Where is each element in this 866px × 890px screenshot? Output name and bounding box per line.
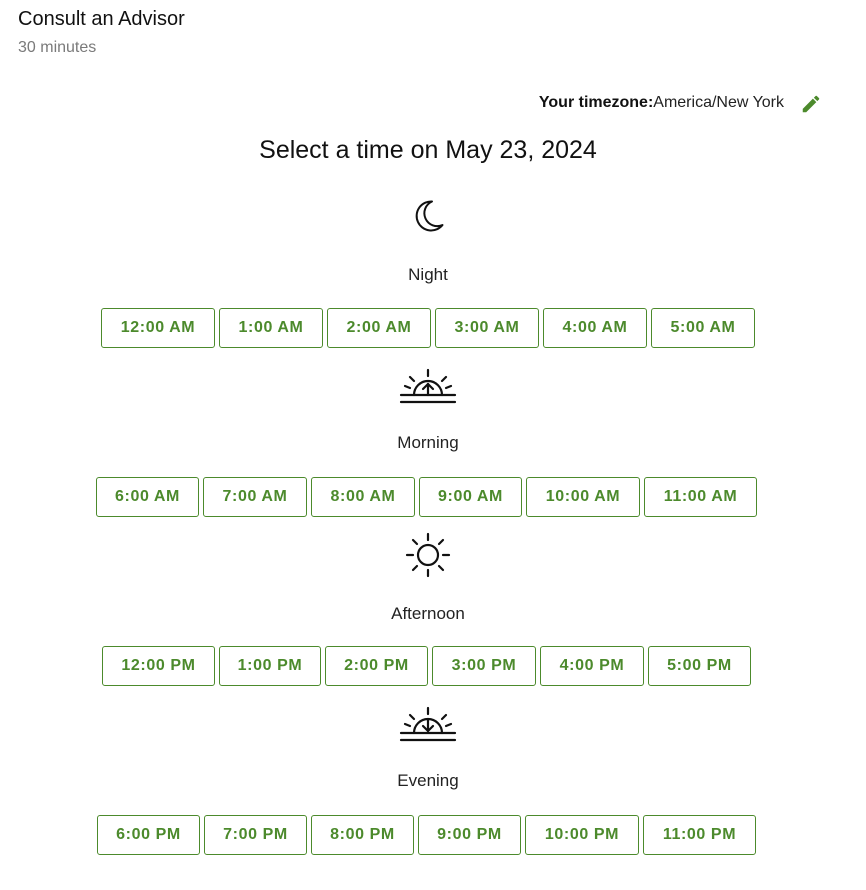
time-slot[interactable]: 9:00 PM	[418, 815, 521, 855]
timezone-display	[539, 92, 784, 114]
slots-night	[101, 308, 755, 348]
time-slot[interactable]: 7:00 AM	[203, 477, 307, 517]
time-slot[interactable]: 10:00 PM	[525, 815, 639, 855]
pencil-icon	[800, 93, 822, 115]
time-slot[interactable]: 3:00 AM	[435, 308, 539, 348]
slots-afternoon	[102, 646, 751, 686]
time-slot[interactable]: 1:00 AM	[219, 308, 323, 348]
time-slot[interactable]: 8:00 AM	[311, 477, 415, 517]
time-slot[interactable]: 10:00 AM	[526, 477, 640, 517]
time-slot[interactable]: 8:00 PM	[311, 815, 414, 855]
date-heading: Select a time on May 23, 2024	[259, 136, 597, 164]
time-slot[interactable]: 12:00 PM	[102, 646, 215, 686]
section-label-night: Night	[408, 265, 448, 284]
edit-timezone-button[interactable]	[798, 91, 824, 117]
section-label-afternoon: Afternoon	[391, 604, 465, 623]
time-slot[interactable]: 3:00 PM	[432, 646, 536, 686]
event-title: Consult an Advisor	[18, 8, 185, 30]
time-slot[interactable]: 11:00 PM	[643, 815, 756, 855]
section-label-evening: Evening	[397, 771, 459, 790]
slots-morning	[96, 477, 757, 517]
time-slot[interactable]: 9:00 AM	[419, 477, 522, 517]
section-label-morning: Morning	[397, 433, 459, 452]
time-slot[interactable]: 11:00 AM	[644, 477, 757, 517]
moon-icon	[410, 198, 446, 234]
section-morning	[0, 366, 856, 454]
time-slot[interactable]: 2:00 PM	[325, 646, 428, 686]
time-slot[interactable]: 6:00 PM	[97, 815, 200, 855]
sun-icon	[404, 531, 452, 579]
time-slot[interactable]: 7:00 PM	[204, 815, 307, 855]
time-slot[interactable]: 1:00 PM	[219, 646, 321, 686]
time-slot[interactable]: 2:00 AM	[327, 308, 431, 348]
sunset-icon	[399, 704, 457, 744]
time-slot[interactable]: 6:00 AM	[96, 477, 199, 517]
event-header	[18, 6, 185, 58]
time-slot[interactable]: 12:00 AM	[101, 308, 215, 348]
time-slot[interactable]: 5:00 AM	[651, 308, 755, 348]
section-night	[0, 198, 856, 286]
slots-evening	[97, 815, 756, 855]
section-afternoon	[0, 531, 856, 625]
event-duration: 30 minutes	[18, 39, 97, 56]
sunrise-icon	[399, 366, 457, 406]
timezone-label: Your timezone:	[538, 94, 654, 111]
time-slot[interactable]: 4:00 AM	[543, 308, 647, 348]
time-slot[interactable]: 5:00 PM	[648, 646, 751, 686]
time-slot[interactable]: 4:00 PM	[540, 646, 644, 686]
section-evening	[0, 704, 856, 792]
timezone-value: America/New York	[653, 94, 784, 111]
